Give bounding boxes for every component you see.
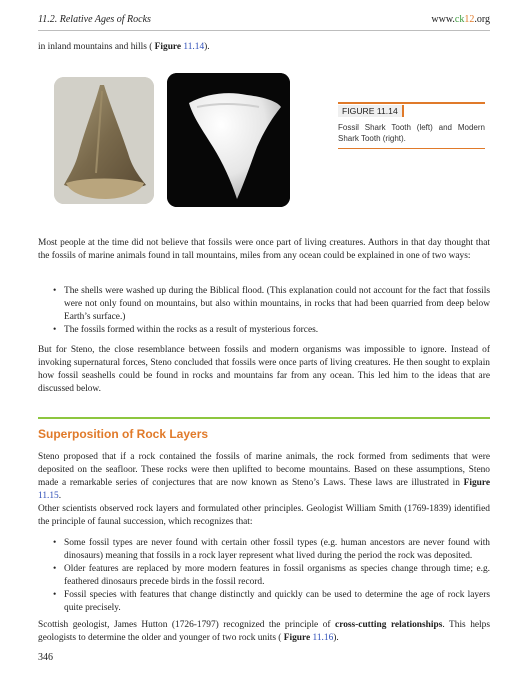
header-rule <box>38 30 490 31</box>
bullet-list-1 <box>50 285 490 337</box>
intro-text: in inland mountains and hills ( <box>38 42 155 52</box>
section-rule <box>38 417 490 419</box>
site-prefix: www. <box>431 14 455 25</box>
paragraph-3 <box>38 451 490 503</box>
paragraph-1: Most people at the time did not believe that fossils were once part of living creatures. Authors in that day thought that the fossils of marine animals found in tall mountains, miles from any ocean could be explained in one of two ways: <box>38 238 490 261</box>
site-suffix: .org <box>474 14 490 25</box>
para5-mid: . This helps geologists to determine the older and younger of two rock units ( <box>38 620 490 643</box>
para5-figure-link[interactable]: 11.16 <box>312 632 334 643</box>
paragraph-5 <box>38 619 490 645</box>
para5-text: Scottish geologist, James Hutton (1726-1797) recognized the principle of <box>38 620 336 630</box>
figure-label: FIGURE 11.14 <box>338 105 404 117</box>
fossil-tooth-drawing <box>54 77 154 204</box>
bullet-list-2 <box>50 537 490 614</box>
list-item: • Some fossil types are never found with certain other fossil types (e.g. human ancestors are never found with dinosaurs) meaning that fossils in a rock layer represent what lived during the period the rock was deposited. <box>50 537 490 563</box>
intro-figure-word: Figure <box>154 42 182 52</box>
intro-end: ). <box>204 42 210 52</box>
site-12: 12 <box>464 14 475 25</box>
para3-figure-link[interactable]: 11.15 <box>38 490 59 501</box>
modern-tooth-drawing <box>167 73 290 207</box>
para3-text: Steno proposed that if a rock contained the fossils of marine animals, the rock formed from sediments that were deposited on the seafloor. These rocks were then uplifted to become mountains. Based on these assumptions, Steno made a remarkable series of conjectures that are now known as Steno’s Laws. These laws are illustrated in <box>38 452 490 488</box>
modern-shark-tooth-image <box>167 73 290 207</box>
paragraph-4: Other scientists observed rock layers and formulated other principles. Geologist William Smith (1769-1839) identified the principle of faunal succession, which recognizes that: <box>38 504 490 527</box>
para3-end: . <box>58 490 62 501</box>
page-number: 346 <box>38 652 53 663</box>
list-item: • The shells were washed up during the Biblical flood. (This explanation could not account for the fact that fossils were not only found on mountains, but also within mountains, in rocks that had been quarried from deep below Earth’s surface.) <box>50 285 490 324</box>
caption-top-rule <box>338 102 485 104</box>
site-ck: ck <box>454 14 465 25</box>
paragraph-2: But for Steno, the close resemblance between fossils and modern organisms was impossible to ignore. Instead of invoking supernatural forces, Steno concluded that fossils were once parts of living creatures. He then sought to explain how fossil seashells could be found in rocks and mountains far from any ocean. This led him to the ideas that are discussed below. <box>38 345 490 394</box>
intro-figure-link[interactable]: 11.14 <box>183 42 205 52</box>
list-item: • Fossil species with features that change distinctly and quickly can be used to determine the age of rock layers quite precisely. <box>50 589 490 615</box>
figure-caption: Fossil Shark Tooth (left) and Modern Shark Tooth (right). <box>338 123 485 143</box>
intro-paragraph <box>38 41 490 54</box>
caption-bottom-rule <box>338 148 485 149</box>
running-header-site[interactable] <box>431 14 490 25</box>
para5-figure-word: Figure <box>283 632 311 643</box>
running-header-section: 11.2. Relative Ages of Rocks <box>38 14 151 25</box>
fossil-shark-tooth-image <box>54 77 154 204</box>
list-item: • Older features are replaced by more modern features in fossil organisms as species change through time; e.g. feathered dinosaurs precede birds in the fossil record. <box>50 563 490 589</box>
section-title: Superposition of Rock Layers <box>38 427 209 441</box>
list-item: • The fossils formed within the rocks as a result of mysterious forces. <box>50 324 490 337</box>
para5-bold: cross-cutting relationships <box>335 620 443 630</box>
para3-figure-word: Figure <box>463 477 490 488</box>
para5-end: ). <box>333 632 339 643</box>
